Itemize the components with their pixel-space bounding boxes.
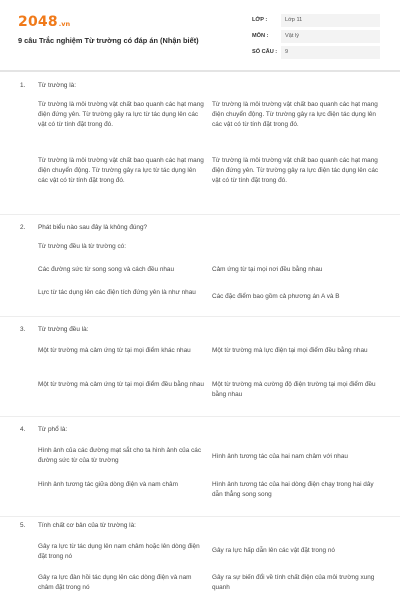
meta-row-count — [252, 44, 380, 60]
meta-value: 9 — [281, 46, 380, 59]
site-logo[interactable] — [18, 14, 70, 32]
question-number: 3. — [20, 326, 26, 333]
question-number: 2. — [20, 224, 26, 231]
meta-value: Lớp 11 — [281, 14, 380, 27]
option-a[interactable]: Một từ trường mà cảm ứng từ tại mọi điểm khác nhau — [38, 347, 191, 354]
option-c[interactable]: Hình ảnh tương tác giữa dòng điện và nam châm — [38, 481, 178, 488]
meta-row-grade — [252, 12, 380, 28]
option-b[interactable]: Cảm ứng từ tại mọi nơi đều bằng nhau — [212, 266, 323, 273]
question-divider — [0, 516, 400, 517]
option-a[interactable]: Hình ảnh của các đường mạt sắt cho ta hình ảnh của các đường sức từ của từ trường — [38, 447, 202, 464]
meta-label: MÔN : — [252, 33, 269, 39]
option-d[interactable]: Từ trường là môi trường vật chất bao quanh các hạt mang điện đứng yên. Từ trường gây ra lực điện tác dụng lên các vật có từ tính đặt trong đó. — [212, 157, 379, 184]
meta-row-subject — [252, 28, 380, 44]
option-d[interactable]: Các đặc điểm bao gồm cả phương án A và B — [212, 293, 340, 300]
document-meta — [252, 12, 380, 60]
option-a[interactable]: Gây ra lực từ tác dụng lên nam châm hoặc lên dòng điện đặt trong nó — [38, 543, 200, 560]
option-a[interactable]: Từ trường là môi trường vật chất bao quanh các hạt mang điện đứng yên. Từ trường gây ra lực từ tác dụng lên các vật có từ tính đặt trong đó. — [38, 101, 204, 128]
option-d[interactable]: Một từ trường mà cường độ điện trường tại mọi điểm đều bằng nhau — [212, 381, 376, 398]
question-number: 4. — [20, 426, 26, 433]
option-c[interactable]: Một từ trường mà cảm ứng từ tại mọi điểm đều bằng nhau — [38, 381, 204, 388]
question-number: 1. — [20, 82, 26, 89]
page-header — [0, 0, 400, 68]
question-divider — [0, 416, 400, 417]
option-c[interactable]: Từ trường là môi trường vật chất bao quanh các hạt mang điện chuyển động. Từ trường gây ra lực từ tác dụng lên các vật có từ tính đặt trong đó. — [38, 157, 204, 184]
question-divider — [0, 316, 400, 317]
option-b[interactable]: Một từ trường mà lực điện tại mọi điểm đều bằng nhau — [212, 347, 368, 354]
meta-label: SỐ CÂU : — [252, 49, 278, 55]
option-c[interactable]: Lực từ tác dụng lên các điện tích đứng yên là như nhau — [38, 289, 196, 296]
meta-value: Vật lý — [281, 30, 380, 43]
option-d[interactable]: Hình ảnh tương tác của hai dòng điện chạy trong hai dây dẫn thẳng song song — [212, 481, 374, 498]
logo-domain: .vn — [58, 20, 71, 28]
question-text: Phát biểu nào sau đây là không đúng? — [38, 224, 148, 231]
logo-text: 2048 — [18, 14, 58, 30]
question-text: Từ trường là: — [38, 82, 76, 89]
question-stem: Từ trường đều là từ trường có: — [38, 243, 127, 250]
question-text: Tính chất cơ bản của từ trường là: — [38, 522, 136, 529]
question-text: Từ trường đều là: — [38, 326, 89, 333]
option-b[interactable]: Gây ra lực hấp dẫn lên các vật đặt trong nó — [212, 547, 335, 554]
question-text: Từ phổ là: — [38, 426, 68, 433]
header-divider — [0, 70, 400, 72]
page-title: 9 câu Trắc nghiệm Từ trường có đáp án (Nhận biết) — [18, 36, 199, 45]
option-b[interactable]: Từ trường là môi trường vật chất bao quanh các hạt mang điện chuyển động. Từ trường gây ra lực điện tác dụng lên các vật có từ tính đặt trong đó. — [212, 101, 378, 128]
question-divider — [0, 214, 400, 215]
option-b[interactable]: Hình ảnh tương tác của hai nam châm với nhau — [212, 453, 348, 460]
option-d[interactable]: Gây ra sự biến đổi về tính chất điện của môi trường xung quanh — [212, 574, 375, 591]
option-c[interactable]: Gây ra lực đàn hồi tác dụng lên các dòng điện và nam châm đặt trong nó — [38, 574, 192, 591]
question-number: 5. — [20, 522, 26, 529]
option-a[interactable]: Các đường sức từ song song và cách đều nhau — [38, 266, 175, 273]
meta-label: LỚP : — [252, 17, 268, 23]
